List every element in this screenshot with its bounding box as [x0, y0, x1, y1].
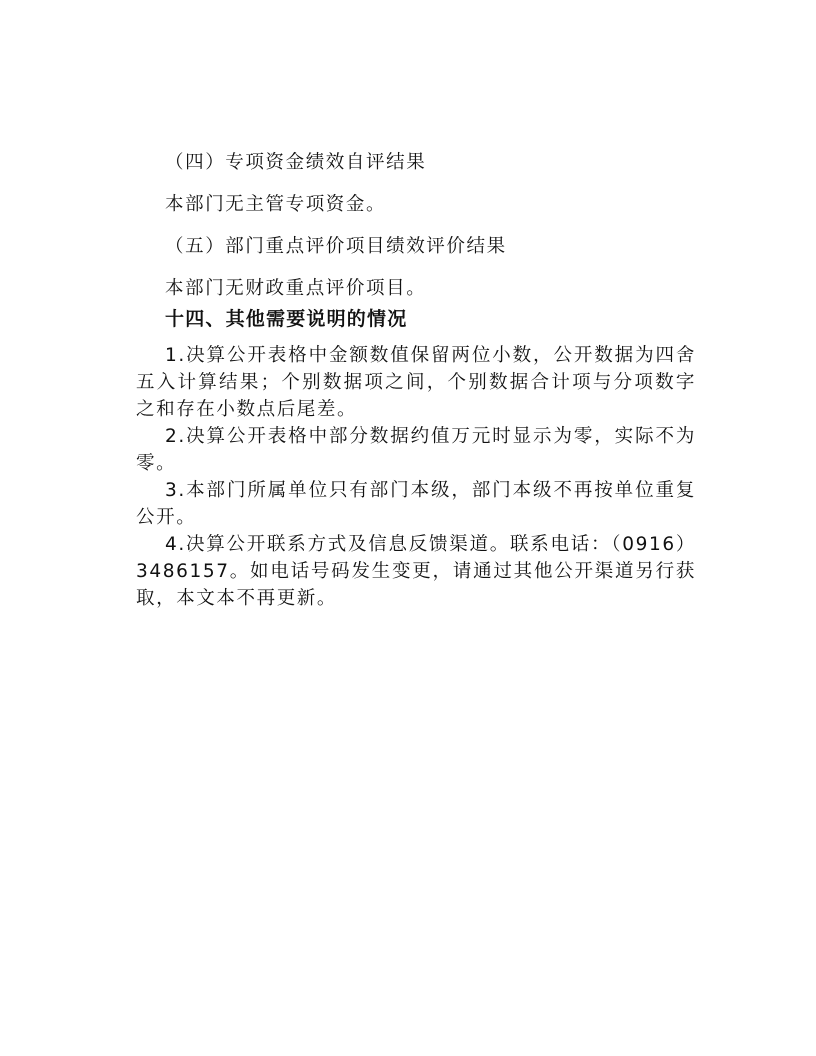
document-body [136, 148, 696, 612]
note-item-4: 4.决算公开联系方式及信息反馈渠道。联系电话：（0916）3486157。如电话号码发生变更，请通过其他公开渠道另行获取，本文本不再更新。 [136, 534, 696, 609]
note-item-3: 3.本部门所属单位只有部门本级，部门本级不再按单位重复公开。 [136, 480, 696, 528]
note-item-2: 2.决算公开表格中部分数据约值万元时显示为零，实际不为零。 [136, 426, 696, 474]
section-5-heading: （五）部门重点评价项目绩效评价结果 [165, 236, 507, 257]
section-4-text: 本部门无主管专项资金。 [165, 194, 387, 215]
section-14-heading: 十四、其他需要说明的情况 [165, 308, 408, 330]
section-4-heading: （四）专项资金绩效自评结果 [165, 152, 427, 173]
note-item-1: 1.决算公开表格中金额数值保留两位小数，公开数据为四舍五入计算结果；个别数据项之间，个别数据合计项与分项数字之和存在小数点后尾差。 [136, 345, 696, 420]
section-5-text: 本部门无财政重点评价项目。 [165, 278, 427, 299]
